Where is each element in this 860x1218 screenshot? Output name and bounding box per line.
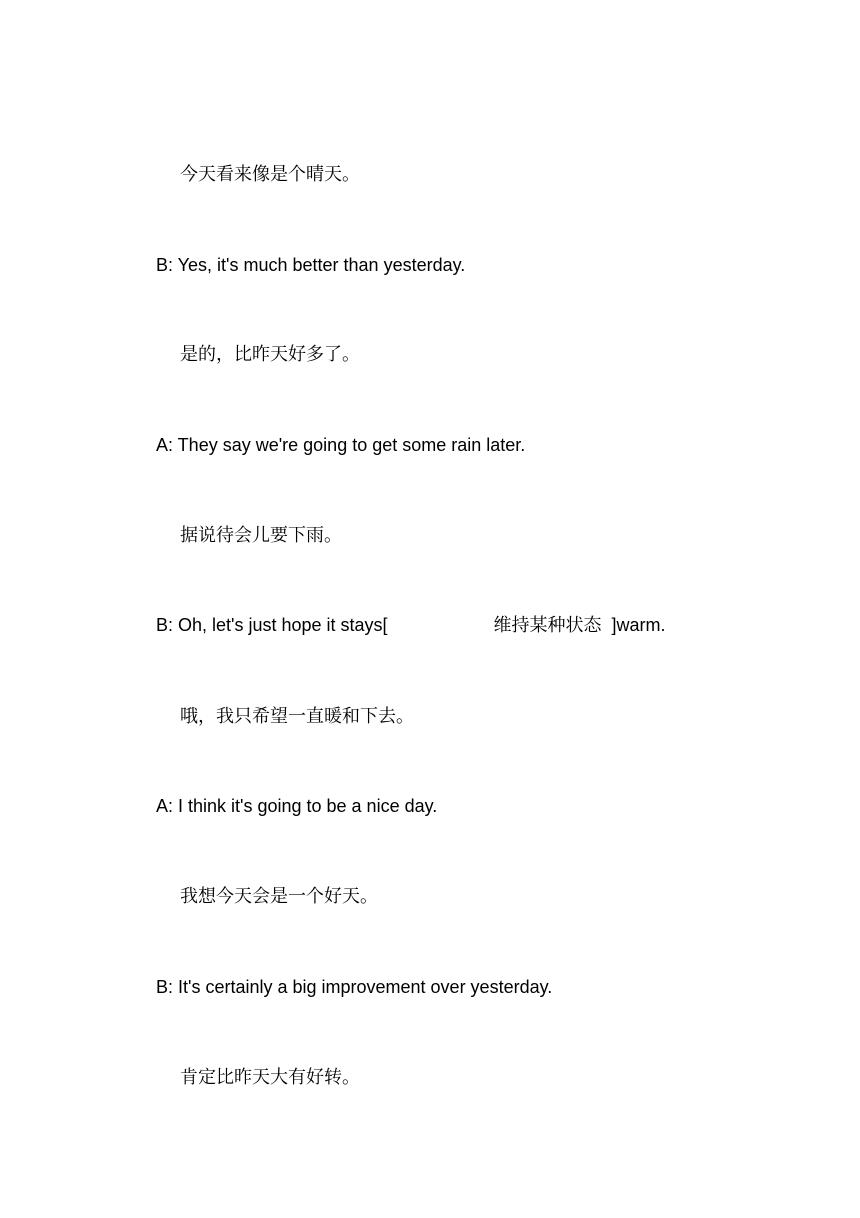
dialogue-line-b-3: B: It's certainly a big improvement over yesterday. <box>156 977 553 997</box>
translation-line-4: 哦，我只希望一直暖和下去。 <box>180 706 414 727</box>
dialogue-line-b-2-end: ]warm. <box>611 615 666 635</box>
vocabulary-gloss: 维持某种状态 <box>493 615 602 636</box>
dialogue-line-b-2-text: B: Oh, let's just hope it stays[ <box>156 615 388 635</box>
dialogue-line-b-2 <box>156 616 666 635</box>
translation-line-5: 我想今天会是一个好天。 <box>180 886 378 907</box>
translation-line-6: 肯定比昨天大有好转。 <box>180 1067 360 1088</box>
dialogue-line-a-1: A: They say we're going to get some rain later. <box>156 435 526 455</box>
translation-line-1: 今天看来像是个晴天。 <box>180 164 360 185</box>
translation-line-2: 是的，比昨天好多了。 <box>180 344 360 365</box>
dialogue-line-b-1: B: Yes, it's much better than yesterday. <box>156 255 466 275</box>
translation-line-3: 据说待会儿要下雨。 <box>180 525 342 546</box>
dialogue-line-a-2: A: I think it's going to be a nice day. <box>156 796 438 816</box>
